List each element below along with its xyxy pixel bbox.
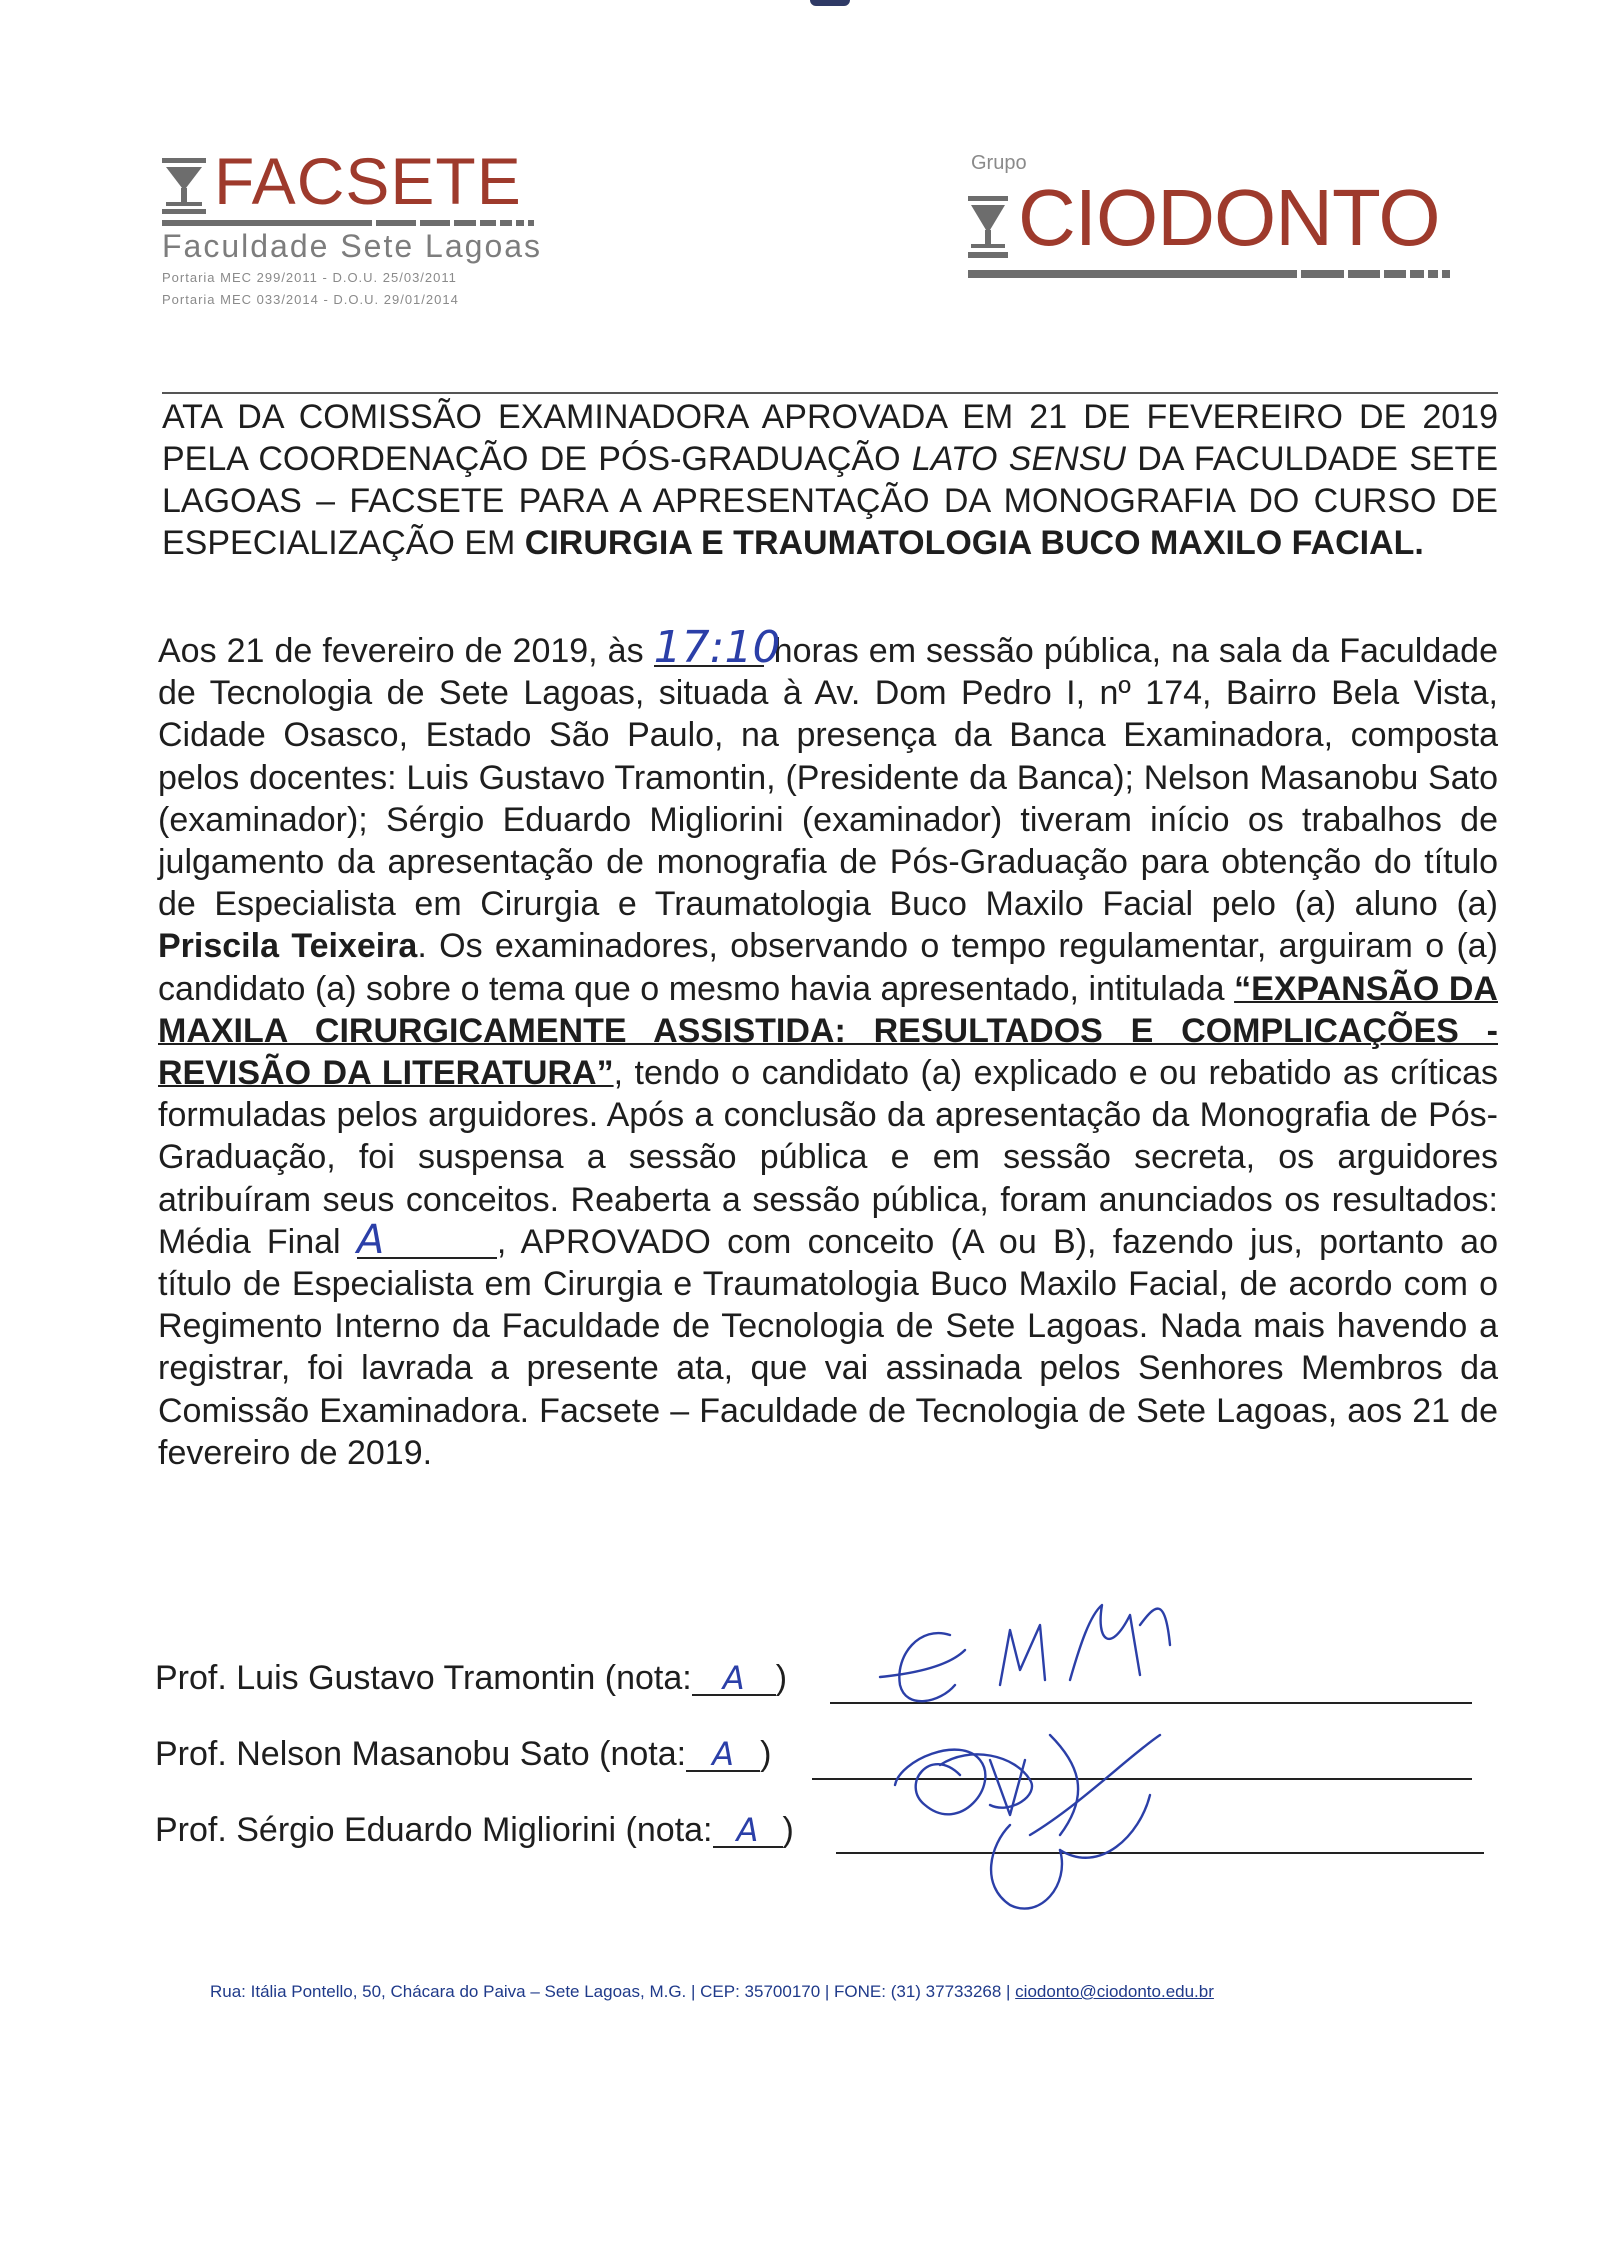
signature-grade-1: A — [692, 1662, 776, 1696]
facsete-bar — [162, 220, 540, 226]
time-handwritten: 17:10 — [653, 622, 781, 673]
facsete-logo — [162, 144, 562, 328]
ciodonto-grupo: Grupo — [971, 152, 1027, 174]
title-course: CIRURGIA E TRAUMATOLOGIA BUCO MAXILO FACIAL. — [524, 524, 1424, 562]
final-grade-field — [356, 1216, 497, 1263]
title-text-2: DA FACULDADE SETE LAGOAS – FACSETE PARA A APRESENTAÇÃO DA MONOGRAFIA DO CURSO DE ESPECIALIZAÇÃO EM — [162, 440, 1498, 562]
footer-address-text: Rua: Itália Pontello, 50, Chácara do Paiva – Sete Lagoas, M.G. | CEP: 35700170 | FONE: (31) 37733268 | — [210, 1982, 1016, 2001]
time-field — [653, 622, 781, 673]
ciodonto-emblem-icon — [968, 196, 1008, 258]
facsete-subtitle: Faculdade Sete Lagoas — [162, 228, 543, 264]
signature-label-3: Prof. Sérgio Eduardo Migliorini (nota: — [155, 1811, 713, 1849]
body-text-4: , tendo o candidato (a) explicado e ou rebatido as críticas formuladas pelos arguidores. Após a conclusão da apresentação da Monografia de Pós-Graduação, foi suspensa a sessão pública e em sessão secreta, os arguidores atribuíram seus conceitos. Reaberta a sessão pública, foram anunciados os resultados: Média Final — [158, 1054, 1499, 1261]
signature-close-3: ) — [782, 1811, 794, 1849]
footer-address — [210, 1982, 1470, 2002]
title-italic: LATO SENSU — [911, 440, 1126, 478]
signature-row-1 — [155, 1658, 787, 1698]
final-grade-handwritten: A — [356, 1216, 385, 1263]
student-name: Priscila Teixeira — [158, 927, 418, 966]
signature-label-2: Prof. Nelson Masanobu Sato (nota: — [155, 1735, 687, 1773]
handwritten-signatures-icon — [840, 1585, 1280, 1945]
facsete-emblem-icon — [162, 158, 206, 214]
body-text-3: . Os examinadores, observando o tempo regulamentar, arguiram o (a) candidato (a) sobre o tema que o mesmo havia apresentado, intitulada — [158, 927, 1499, 1008]
header-rule — [162, 392, 1498, 394]
footer-email-link[interactable]: ciodonto@ciodonto.edu.br — [1015, 1982, 1214, 2001]
document-title — [162, 396, 1498, 564]
signature-close-2: ) — [760, 1735, 772, 1773]
signature-close-1: ) — [775, 1659, 788, 1697]
minutes-paragraph — [158, 622, 1499, 1474]
signature-grade-2: A — [686, 1738, 760, 1772]
body-text-1: Aos 21 de fevereiro de 2019, às — [158, 632, 654, 670]
body-text-5: , APROVADO com conceito (A ou B), fazendo jus, portanto ao título de Especialista em Cirurgia e Traumatologia Buco Maxilo Facial, de acordo com o Regimento Interno da Faculdade de Tecnologia de Sete Lagoas. Nada mais havendo a registrar, foi lavrada a presente ata, que vai assinada pelos Senhores Membros da Comissão Examinadora. Facsete – Faculdade de Tecnologia de Sete Lagoas, aos 21 de fevereiro de 2019. — [158, 1222, 1498, 1472]
signature-row-3 — [155, 1810, 794, 1850]
signature-label-1: Prof. Luis Gustavo Tramontin (nota: — [155, 1659, 692, 1697]
title-text: ATA DA COMISSÃO EXAMINADORA APROVADA EM 21 DE FEVEREIRO DE 2019 PELA COORDENAÇÃO DE PÓS-GRADUAÇÃO — [162, 398, 1498, 478]
facsete-portaria-2: Portaria MEC 033/2014 - D.O.U. 29/01/2014 — [162, 292, 459, 307]
signature-grade-3: A — [713, 1814, 783, 1848]
facsete-portaria-1: Portaria MEC 299/2011 - D.O.U. 25/03/2011 — [162, 270, 457, 285]
ciodonto-name: CIODONTO — [1018, 173, 1440, 262]
ciodonto-logo — [968, 152, 1458, 282]
scan-mark — [810, 0, 850, 6]
signature-row-2 — [155, 1734, 771, 1774]
body-text-2: horas em sessão pública, na sala da Faculdade de Tecnologia de Sete Lagoas, situada à Av. Dom Pedro I, nº 174, Bairro Bela Vista, Cidade Osasco, Estado São Paulo, na presença da Banca Examinadora, composta pelos docentes: Luis Gustavo Tramontin, (Presidente da Banca); Nelson Masanobu Sato (examinador); Sérgio Eduardo Migliorini (examinador) tiveram início os trabalhos de julgamento da apresentação de monografia de Pós-Graduação para obtenção do título de Especialista em Cirurgia e Traumatologia Buco Maxilo Facial pelo (a) aluno (a) — [158, 632, 1498, 924]
thesis-title: “EXPANSÃO DA MAXILA CIRURGICAMENTE ASSISTIDA: RESULTADOS E COMPLICAÇÕES - REVISÃO DA LITERATURA” — [158, 969, 1498, 1093]
ciodonto-bar — [968, 270, 1454, 278]
facsete-name: FACSETE — [214, 144, 522, 218]
